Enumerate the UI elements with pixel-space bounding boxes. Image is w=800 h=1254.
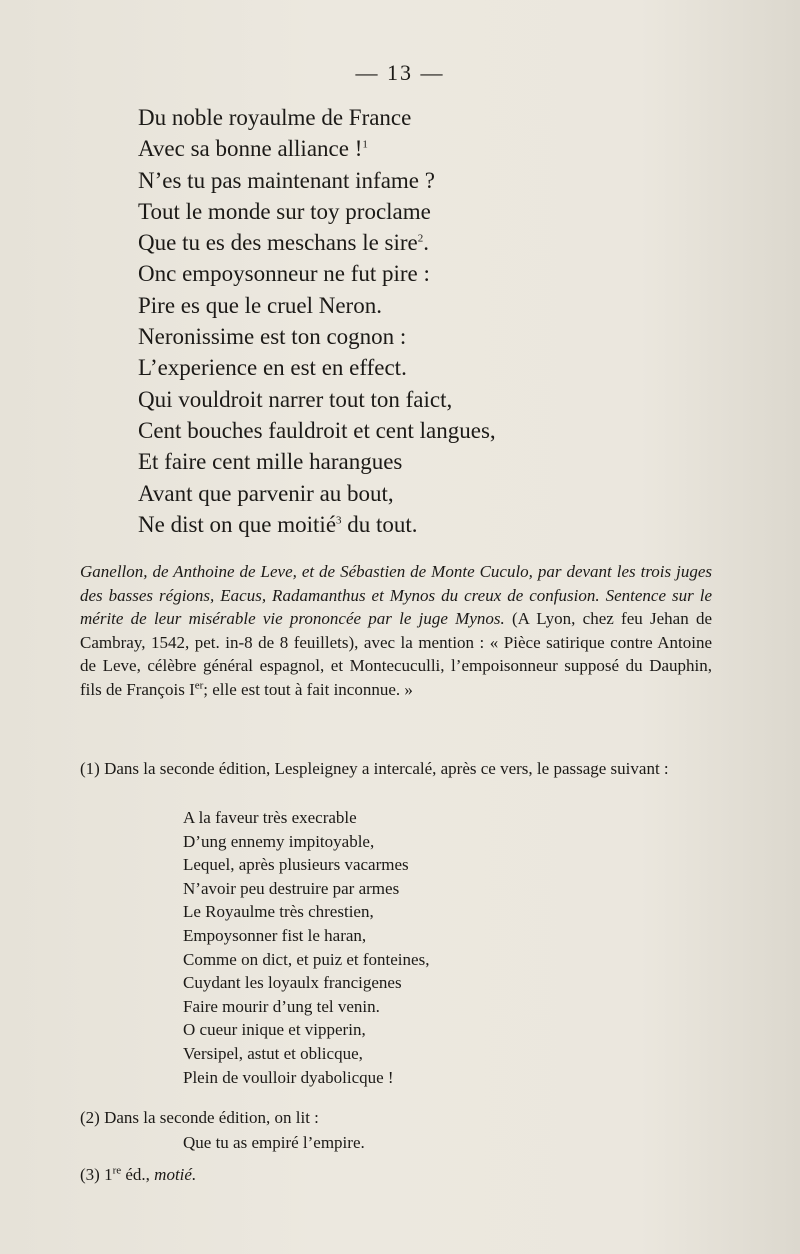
footnote-text: Dans la seconde édition, Lespleigney a intercalé, après ce vers, le passage suivant : [104, 759, 669, 778]
poem-line: Avant que parvenir au bout, [138, 480, 394, 506]
quote-line: Plein de voulloir dyabolicque ! [183, 1067, 394, 1087]
edition: 1 [104, 1165, 113, 1184]
footnote-label: (1) [80, 759, 100, 778]
quote-line: Faire mourir d’ung tel venin. [183, 996, 380, 1016]
notice-text: (A Lyon, chez feu Jehan de Cambray, 1542, pet. in-8 de 8 feuillets), avec la mention : « Pièce satirique contre Antoine de Leve, célèbre général espagnol, et Montecuculli, l’empoisonneur supposé du Dauphin, fils de François I [80, 609, 712, 699]
poem-line: Onc empoysonneur ne fut pire : [138, 261, 430, 287]
footnote-label: (3) [80, 1165, 100, 1184]
poem-line: Neronissime est ton cognon : [138, 324, 407, 350]
footnote-3 [80, 1163, 712, 1187]
footnote-ref: 1 [362, 138, 368, 151]
quote-line: D’ung ennemy impitoyable, [183, 831, 375, 851]
quote-line: Versipel, astut et oblicque, [183, 1043, 363, 1063]
quote-line: Comme on dict, et puiz et fonteines, [183, 949, 430, 969]
poem-line: Cent bouches fauldroit et cent langues, [138, 417, 496, 443]
footnote-1-quote [183, 806, 429, 1089]
poem [138, 102, 496, 540]
poem-line: Pire es que le cruel Neron. [138, 292, 382, 318]
poem-line: Ne dist on que moitié$^3$ du tout. [138, 511, 418, 537]
poem-line: N’es tu pas maintenant infame ? [138, 167, 435, 193]
variant-word: motié. [154, 1165, 197, 1184]
poem-line: Tout le monde sur toy proclame [138, 198, 431, 224]
footnote-ref: 3 [336, 514, 342, 527]
superscript: re [112, 1164, 122, 1177]
footnote-label: (2) [80, 1108, 100, 1127]
poem-line: Que tu es des meschans le sire$^2$. [138, 230, 430, 256]
poem-line: Avec sa bonne alliance !$^1$ [138, 136, 368, 162]
quote-line: O cueur inique et vipperin, [183, 1020, 366, 1040]
poem-line: L’experience en est en effect. [138, 355, 407, 381]
quote-line: N’avoir peu destruire par armes [183, 878, 400, 898]
quote-line: Le Royaulme très chrestien, [183, 902, 374, 922]
page-number: — 13 — [355, 60, 445, 85]
footnote-2 [80, 1106, 712, 1130]
footnote-ref: 2 [417, 232, 424, 245]
notice-end: ; elle est tout à fait inconnue. » [203, 679, 413, 699]
poem-line: Du noble royaulme de France [138, 105, 412, 130]
footnote-text: Dans la seconde édition, on lit : [104, 1108, 319, 1127]
notice-title: Ganellon, de Anthoine de Leve, et de Sébastien de Monte Cuculo, par devant les trois juges des basses régions, Eacus, Radamanthus et Mynos du creux de confusion. Sentence sur le mérite de leur misérable vie prononcée par le juge Mynos. [80, 562, 712, 628]
quote-line: Empoysonner fist le haran, [183, 925, 367, 945]
edition-abbrev: éd., [121, 1165, 155, 1184]
footnote-2-quote: Que tu as empiré l’empire. [183, 1133, 365, 1152]
quote-line: A la faveur très execrable [183, 808, 357, 827]
footnote-1 [80, 757, 712, 781]
poem-line: Et faire cent mille harangues [138, 449, 403, 475]
bibliographic-notice [80, 560, 712, 701]
quote-line: Cuydant les loyaulx francigenes [183, 973, 402, 993]
poem-line: Qui vouldroit narrer tout ton faict, [138, 386, 453, 412]
superscript: er [194, 678, 204, 691]
quote-line: Lequel, après plusieurs vacarmes [183, 855, 409, 875]
